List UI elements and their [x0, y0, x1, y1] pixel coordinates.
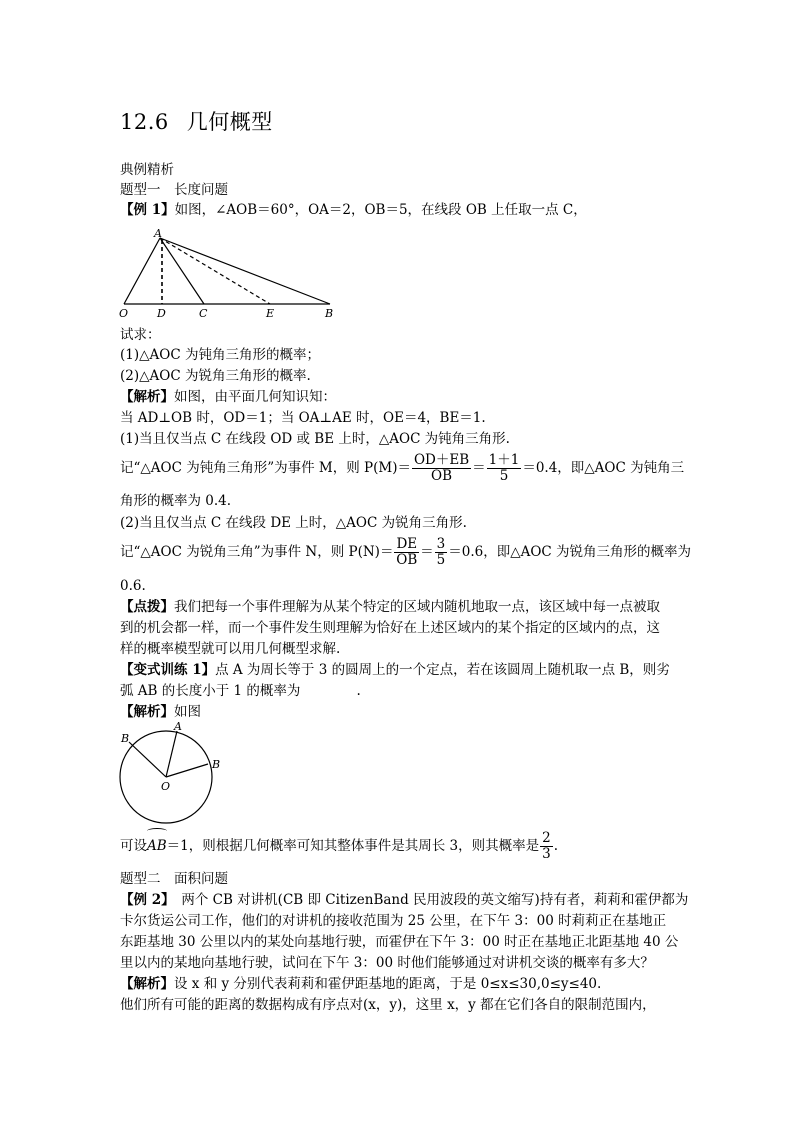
solution-1-line-2: 当 AD⊥OB 时，OD＝1；当 OA⊥AE 时，OE＝4，BE＝1. — [120, 410, 486, 426]
label-D: D — [157, 307, 166, 320]
label-B: B — [325, 307, 334, 320]
fraction-4-num: 3 — [436, 536, 446, 552]
solution-3-text-1: 设 x 和 y 分别代表莉莉和霍伊距基地的距离，于是 0≤x≤30,0≤y≤40. — [174, 976, 602, 992]
question-1: (1)△AOC 为钝角三角形的概率； — [120, 347, 320, 363]
solution-2-tag: 【解析】 — [120, 704, 174, 720]
label-B-left: B — [121, 732, 130, 745]
example-1-tag: 【例 1】 — [120, 202, 175, 218]
solution-3-tag: 【解析】 — [120, 976, 174, 992]
radius-OB-left — [129, 742, 166, 777]
variant-1-tag: 【变式训练 1】 — [120, 662, 216, 678]
fraction-4 — [435, 537, 448, 568]
solution-1-line-6: (2)当且仅当点 C 在线段 DE 上时，△AOC 为锐角三角形. — [120, 515, 467, 531]
label-C: C — [199, 307, 208, 320]
segment-AB — [160, 238, 330, 304]
type-heading-1: 题型一 长度问题 — [120, 182, 228, 198]
circle-figure — [114, 722, 230, 824]
label-A-circle: A — [174, 722, 182, 733]
solution-3-line-1 — [120, 975, 601, 993]
example-2-line-4: 里以内的某地向基地行驶，试问在下午 3：00 时他们能够通过对讲机交谈的概率有多大？ — [120, 955, 654, 971]
solution-2b-pre: 可设 — [120, 838, 147, 854]
variant-1-text-2: 弧 AB 的长度小于 1 的概率为 — [120, 683, 301, 699]
solution-1-line-5: 角形的概率为 0.4. — [120, 493, 232, 509]
fraction-4-den: 5 — [436, 552, 446, 568]
solution-1-line-7 — [120, 536, 691, 568]
fraction-3-num: DE — [396, 536, 418, 552]
label-A: A — [154, 227, 162, 240]
fraction-2 — [487, 453, 522, 484]
variant-1-line-1 — [120, 661, 670, 679]
solution-1-text: 如图，由平面几何知识知： — [174, 389, 336, 405]
prob-M-text: 记“△AOC 为钝角三角形”为事件 M，则 P(M)＝ — [120, 460, 411, 476]
variant-1-period: . — [356, 683, 361, 699]
prob-M-result: ＝0.4，即△AOC 为钝角三 — [522, 460, 685, 476]
solution-2-line-2 — [120, 830, 558, 862]
triangle-figure — [112, 226, 348, 320]
solution-2b-mid: ＝1，则根据几何概率可知其整体事件是其周长 3，则其概率是 — [166, 838, 540, 854]
example-2-line-1 — [120, 891, 688, 909]
tip-line-3: 样的概率模型就可以用几何概型求解. — [120, 641, 341, 657]
fraction-5-num: 2 — [542, 830, 551, 846]
example-2-line-2: 卡尔货运公司工作，他们的对讲机的接收范围为 25 公里，在下午 3：00 时莉莉正在基地正 — [120, 913, 667, 929]
solution-1-line-1 — [120, 388, 336, 406]
ask-line: 试求： — [120, 327, 161, 343]
page-title — [120, 106, 273, 136]
solution-1-line-3: (1)当且仅当点 C 在线段 OD 或 BE 上时，△AOC 为钝角三角形. — [120, 431, 510, 447]
tip-text-1: 我们把每一个事件理解为从某个特定的区域内随机地取一点，该区域中每一点被取 — [174, 599, 660, 615]
fraction-1-den: OB — [431, 468, 453, 484]
example-2-line-3: 东距基地 30 公里以内的某处向基地行驶，而霍伊在下午 3：00 时正在基地正北距基地 40 公 — [120, 934, 679, 950]
label-E: E — [266, 307, 275, 320]
example-1-text: 如图，∠AOB＝60°，OA＝2，OB＝5，在线段 OB 上任取一点 C， — [174, 202, 587, 218]
radius-OA — [166, 731, 177, 777]
tip-line-2: 到的机会都一样，而一个事件发生则理解为恰好在上述区域内的某个指定的区域内的点，这 — [120, 620, 660, 636]
prob-N-text: 记“△AOC 为锐角三角”为事件 N，则 P(N)＝ — [120, 544, 394, 560]
fraction-1 — [412, 453, 471, 484]
example-1 — [120, 201, 587, 219]
equals-sign: ＝ — [472, 460, 486, 476]
equals-sign-2: ＝ — [420, 544, 434, 560]
solution-2-text: 如图 — [174, 704, 201, 720]
example-2-text-1: 两个 CB 对讲机(CB 即 CitizenBand 民用波段的英文缩写)持有者，莉莉和霍伊都为 — [167, 892, 689, 908]
fraction-2-den: 5 — [499, 468, 509, 484]
example-2-tag: 【例 2】 — [120, 892, 168, 908]
tip-tag: 【点拨】 — [120, 599, 174, 615]
fraction-5-den: 3 — [542, 846, 551, 862]
fraction-5 — [540, 831, 553, 862]
variant-1-text: 点 A 为周长等于 3 的圆周上的一个定点，若在该圆周上随机取一点 B，则劣 — [215, 662, 670, 678]
label-B-right: B — [212, 758, 221, 771]
segment-OA — [124, 238, 160, 304]
section-heading: 典例精析 — [120, 162, 174, 178]
solution-1-line-8: 0.6. — [120, 578, 146, 594]
solution-2b-end: . — [553, 838, 559, 854]
tip-line-1 — [120, 598, 660, 616]
label-O: O — [119, 307, 129, 320]
variant-1-line-2 — [120, 682, 361, 700]
fraction-1-num: OD＋EB — [413, 452, 470, 468]
type-heading-2: 题型二 面积问题 — [120, 871, 228, 887]
label-O-circle: O — [161, 780, 171, 793]
solution-2-line-1 — [120, 703, 201, 721]
question-2: (2)△AOC 为锐角三角形的概率. — [120, 368, 311, 384]
segment-AE — [160, 238, 270, 304]
fraction-2-num: 1＋1 — [488, 452, 520, 468]
prob-N-result: ＝0.6，即△AOC 为锐角三角形的概率为 — [448, 544, 692, 560]
fraction-3 — [394, 537, 419, 568]
arc-AB: AB — [147, 830, 167, 862]
solution-1-tag: 【解析】 — [120, 389, 174, 405]
section-number: 12.6 — [120, 110, 169, 134]
radius-OB-right — [166, 764, 208, 777]
solution-3-line-2: 他们所有可能的距离的数据构成有序点对(x，y)，这里 x，y 都在它们各自的限制范围内， — [120, 997, 656, 1013]
fraction-3-den: OB — [396, 552, 418, 568]
section-title: 几何概型 — [186, 110, 273, 134]
solution-1-line-4 — [120, 452, 684, 484]
segment-AC — [160, 238, 204, 304]
